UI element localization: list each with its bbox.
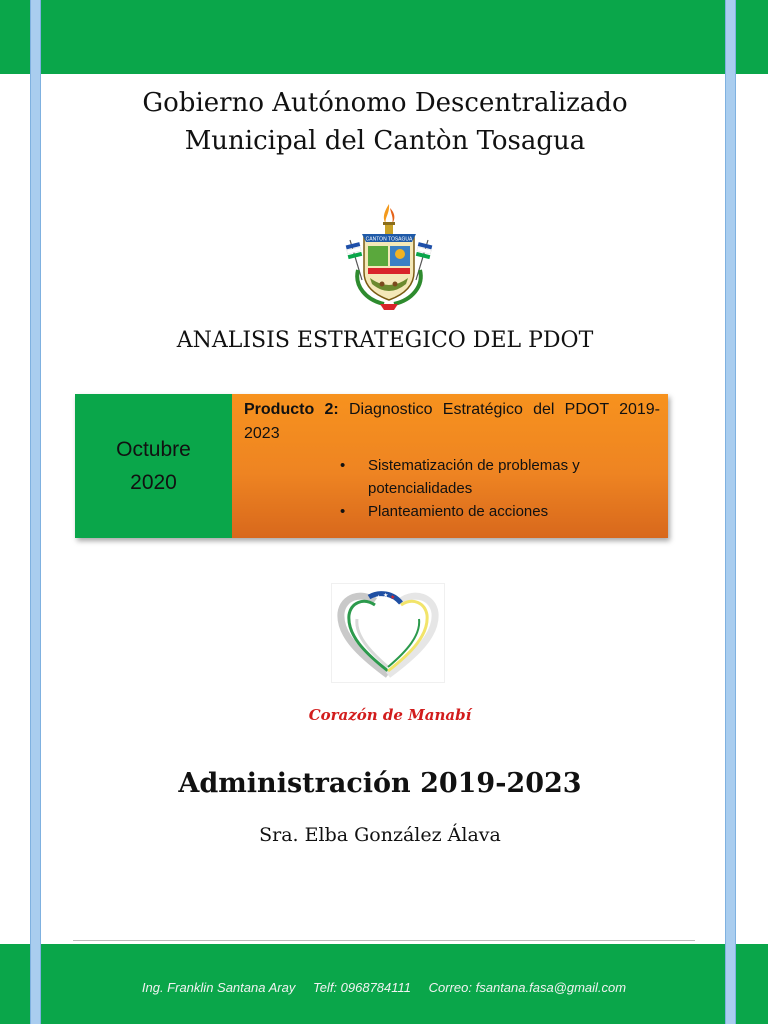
left-blue-stripe bbox=[30, 0, 41, 1024]
footer-email: Correo: fsantana.fasa@gmail.com bbox=[428, 980, 627, 995]
product-label: Producto 2: bbox=[244, 401, 339, 418]
administration-period: Administración 2019-2023 bbox=[178, 768, 582, 799]
svg-text:★: ★ bbox=[383, 592, 389, 599]
list-item: • Sistematización de problemas y potencialidades bbox=[354, 454, 660, 500]
mayor-name: Sra. Elba González Álava bbox=[259, 824, 501, 846]
footer-author: Ing. Franklin Santana Aray bbox=[141, 980, 296, 995]
footer-phone: Telf: 0968784111 bbox=[312, 980, 412, 995]
product-heading bbox=[244, 398, 660, 446]
header-green-bar bbox=[0, 0, 768, 74]
footer-divider bbox=[73, 940, 695, 941]
heart-logo-icon bbox=[331, 583, 445, 683]
title-line-2: Municipal del Cantòn Tosagua bbox=[184, 126, 586, 156]
right-blue-stripe bbox=[725, 0, 736, 1024]
date-year: 2020 bbox=[130, 471, 177, 494]
product-item-list bbox=[244, 454, 660, 523]
municipal-crest-icon bbox=[340, 200, 438, 312]
title-line-1: Gobierno Autónomo Descentralizado bbox=[142, 88, 628, 118]
product-description: Diagnostico Estratégico del PDOT 2019-2023 bbox=[244, 401, 661, 442]
slogan-text: Corazón de Manabí bbox=[308, 706, 472, 724]
svg-text:★: ★ bbox=[390, 594, 396, 601]
date-month: Octubre bbox=[116, 438, 191, 461]
document-title bbox=[60, 84, 710, 160]
date-cell bbox=[75, 394, 232, 538]
crest-banner-text: CANTON TOSAGUA bbox=[365, 236, 413, 243]
document-subtitle: ANALISIS ESTRATEGICO DEL PDOT bbox=[176, 328, 594, 353]
svg-text:★: ★ bbox=[376, 594, 382, 601]
product-info-box bbox=[75, 394, 668, 538]
product-description-cell bbox=[232, 394, 668, 538]
footer-contact bbox=[0, 980, 768, 995]
list-item: • Planteamiento de acciones bbox=[354, 500, 660, 523]
